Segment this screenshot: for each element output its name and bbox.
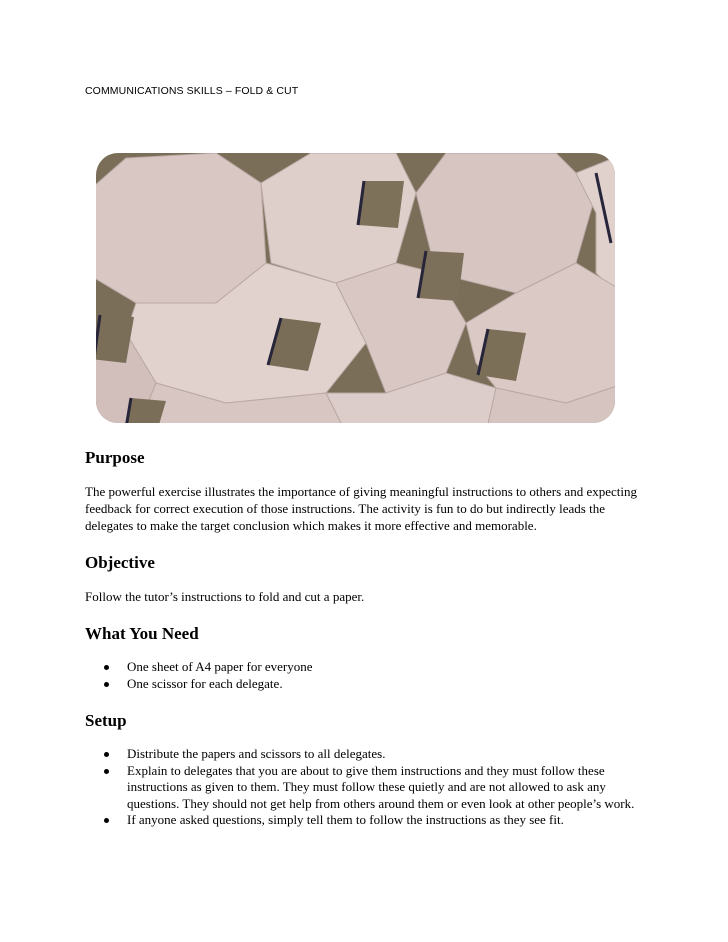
bullet-icon [104,665,109,670]
what-you-need-heading: What You Need [85,624,199,643]
list-item-text: If anyone asked questions, simply tell them to follow the instructions as they see fit. [127,812,564,827]
objective-heading: Objective [85,553,155,572]
list-item [127,763,645,813]
what-you-need-section [85,623,645,692]
purpose-section [85,447,645,534]
list-item [127,676,645,693]
list-item-text: Distribute the papers and scissors to all delegates. [127,746,386,761]
list-item-text: Explain to delegates that you are about to give them instructions and they must follow these instructions as given to them. They must follow these quietly and are not allowed to ask any questions. They should not get help from others around them or even look at other people’s work. [127,762,635,811]
list-item [127,812,645,829]
cut-hole [126,398,166,423]
bullet-icon [104,769,109,774]
list-item [127,659,645,676]
objective-section [85,552,645,605]
purpose-heading: Purpose [85,448,145,467]
list-item-text: One sheet of A4 paper for everyone [127,659,313,674]
what-you-need-list [85,659,645,692]
document-body [85,447,645,847]
document-header: COMMUNICATIONS SKILLS – FOLD & CUT [85,85,299,97]
paper-tile [96,153,266,303]
setup-list [85,746,645,829]
folded-paper-photo [96,153,615,423]
list-item [127,746,645,763]
bullet-icon [104,682,109,687]
setup-section [85,710,645,829]
list-item-text: One scissor for each delegate. [127,675,283,691]
setup-heading: Setup [85,711,127,730]
bullet-icon [104,752,109,757]
purpose-text: The powerful exercise illustrates the importance of giving meaningful instructions to others and expecting feedback for correct execution of those instructions. The activity is fun to do but indirectly leads the delegates to make the target conclusion which makes it more effective and memorable. [85,484,637,533]
objective-text: Follow the tutor’s instructions to fold and cut a paper. [85,589,365,604]
bullet-icon [104,818,109,823]
cut-hole [358,181,404,228]
